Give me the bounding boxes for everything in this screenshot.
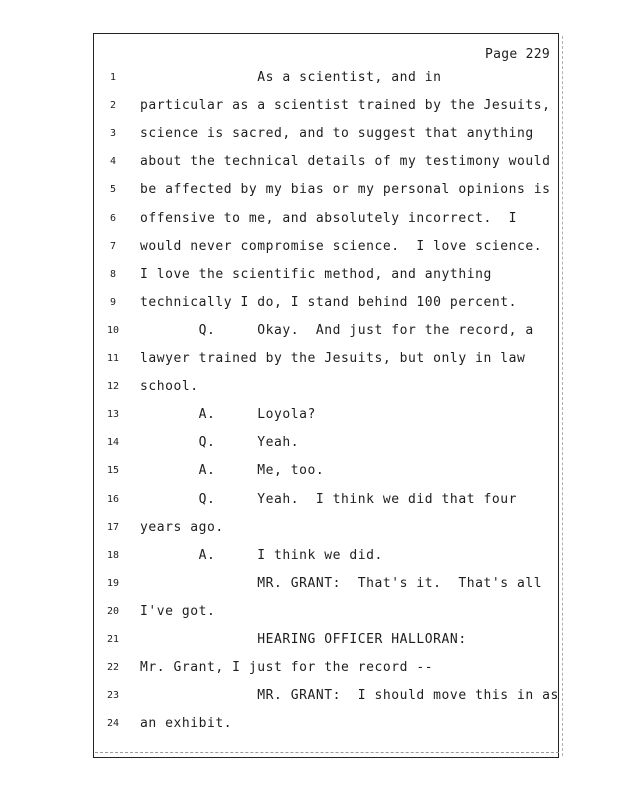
line-text: school. xyxy=(140,379,199,395)
line-text: A. Me, too. xyxy=(140,463,325,479)
line-text: Q. Yeah. xyxy=(140,435,300,451)
line-text: lawyer trained by the Jesuits, but only in law xyxy=(140,351,526,366)
transcript-line xyxy=(94,98,558,125)
line-text: MR. GRANT: I should move this in as xyxy=(140,688,559,704)
transcript-line xyxy=(94,660,558,687)
transcript-line xyxy=(94,688,558,715)
scan-edge-rule xyxy=(562,36,563,756)
line-number: 13 xyxy=(106,409,120,421)
transcript-line xyxy=(94,182,558,209)
transcript-line xyxy=(94,492,558,519)
transcript-line xyxy=(94,548,558,575)
line-number: 8 xyxy=(109,268,117,280)
line-number: 22 xyxy=(106,662,120,674)
line-text: Mr. Grant, I just for the record -- xyxy=(140,660,434,676)
line-text: an exhibit. xyxy=(140,716,233,732)
line-text: MR. GRANT: That's it. That's all xyxy=(140,575,543,591)
line-number: 9 xyxy=(109,296,117,308)
line-number: 5 xyxy=(109,184,117,196)
transcript-line xyxy=(94,463,558,490)
line-text: technically I do, I stand behind 100 percent. xyxy=(140,294,517,310)
page-number: Page 229 xyxy=(484,47,550,62)
line-number: 6 xyxy=(109,212,117,224)
line-text: I love the scientific method, and anything xyxy=(140,266,492,282)
line-text: science is sacred, and to suggest that anything xyxy=(140,126,534,142)
transcript-line xyxy=(94,267,558,294)
line-text: offensive to me, and absolutely incorrect. I xyxy=(140,210,517,226)
transcript-line xyxy=(94,407,558,434)
line-number: 12 xyxy=(106,381,120,393)
line-text: would never compromise science. I love science. xyxy=(140,238,543,254)
line-number: 18 xyxy=(106,549,120,561)
transcript-line xyxy=(94,576,558,603)
transcript-line xyxy=(94,716,558,743)
transcript-line xyxy=(94,211,558,238)
line-number: 1 xyxy=(109,72,117,83)
line-number: 14 xyxy=(106,437,120,449)
line-text: A. Loyola? xyxy=(140,407,316,423)
line-number: 11 xyxy=(106,353,120,364)
line-text: A. I think we did. xyxy=(140,547,383,563)
line-text: As a scientist, and in xyxy=(140,70,442,85)
line-text: HEARING OFFICER HALLORAN: xyxy=(140,632,467,647)
line-text: about the technical details of my testimony would xyxy=(140,154,551,170)
line-number: 23 xyxy=(106,690,120,702)
transcript-line xyxy=(94,323,558,350)
transcript-line xyxy=(94,239,558,266)
line-number: 24 xyxy=(106,718,120,730)
line-text: Q. Okay. And just for the record, a xyxy=(140,322,534,338)
line-number: 20 xyxy=(106,605,120,617)
line-number: 17 xyxy=(106,521,120,533)
transcript-line xyxy=(94,295,558,322)
line-number: 19 xyxy=(106,577,120,589)
line-number: 15 xyxy=(106,465,120,477)
transcript-line xyxy=(94,351,558,378)
transcript-line xyxy=(94,435,558,462)
line-number: 2 xyxy=(109,100,117,112)
line-text: years ago. xyxy=(140,519,224,535)
line-number: 4 xyxy=(109,156,117,168)
transcript-line xyxy=(94,520,558,547)
bottom-rule xyxy=(95,752,559,753)
transcript-line xyxy=(94,604,558,631)
transcript-line xyxy=(94,632,558,659)
line-text: particular as a scientist trained by the Jesuits, xyxy=(140,98,551,114)
transcript-line xyxy=(94,154,558,181)
line-text: Q. Yeah. I think we did that four xyxy=(140,491,517,507)
line-number: 16 xyxy=(106,493,120,505)
line-text: I've got. xyxy=(140,603,216,619)
line-number: 21 xyxy=(106,634,120,645)
line-number: 3 xyxy=(109,128,117,140)
transcript-line xyxy=(94,379,558,406)
line-text: be affected by my bias or my personal opinions is xyxy=(140,182,551,198)
line-number: 10 xyxy=(106,324,120,336)
transcript-line xyxy=(94,126,558,153)
transcript-line xyxy=(94,70,558,97)
line-number: 7 xyxy=(109,240,117,252)
transcript-page xyxy=(93,33,559,758)
